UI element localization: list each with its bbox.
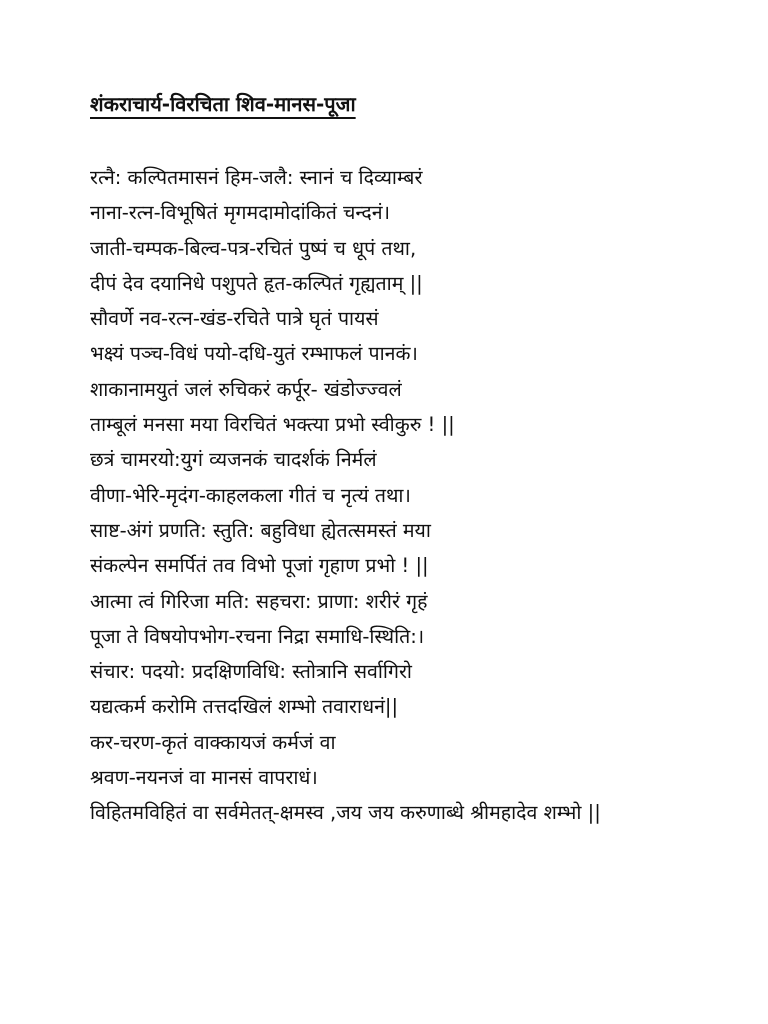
- verse-line: आत्मा त्वं गिरिजा मति: सहचरा: प्राणा: शरीरं गृहं: [90, 589, 428, 613]
- verse-line: भक्ष्यं पञ्च-विधं पयो-दधि-युतं रम्भाफलं पानकं।: [90, 342, 418, 366]
- verse-line: वीणा-भेरि-मृदंग-काहलकला गीतं च नृत्यं तथा।: [90, 483, 411, 507]
- verse-line: ताम्बूलं मनसा मया विरचितं भक्त्या प्रभो स्वीकुरु ! ||: [90, 413, 455, 437]
- verse-block: [90, 160, 750, 831]
- verse-line: दीपं देव दयानिधे पशुपते हृत-कल्पितं गृह्यताम् ||: [90, 271, 423, 295]
- verse-line: शाकानामयुतं जलं रुचिकरं कर्पूर- खंडोज्ज्वलं: [90, 377, 402, 401]
- verse-line: यद्यत्कर्म करोमि तत्तदखिलं शम्भो तवाराधनं||: [90, 695, 399, 719]
- verse-line: कर-चरण-कृतं वाक्कायजं कर्मजं वा: [90, 730, 336, 754]
- document-title: शंकराचार्य-विरचिता शिव-मानस-पूजा: [90, 92, 356, 116]
- verse-line: साष्ट-अंगं प्रणति: स्तुति: बहुविधा ह्येतत्समस्तं मया: [90, 518, 431, 542]
- verse-line: संकल्पेन समर्पितं तव विभो पूजां गृहाण प्रभो ! ||: [90, 554, 429, 578]
- verse-line: संचार: पदयो: प्रदक्षिणविधि: स्तोत्रानि सर्वागिरो: [90, 660, 412, 684]
- verse-line: पूजा ते विषयोपभोग-रचना निद्रा समाधि-स्थिति:।: [90, 624, 425, 648]
- verse-line: सौवर्णे नव-रत्न-खंड-रचिते पात्रे घृतं पायसं: [90, 307, 379, 331]
- verse-line: विहितमविहितं वा सर्वमेतत्-क्षमस्व ,जय जय करुणाब्धे श्रीमहादेव शम्भो ||: [90, 801, 601, 825]
- verse-line: जाती-चम्पक-बिल्व-पत्र-रचितं पुष्पं च धूपं तथा,: [90, 236, 417, 260]
- verse-line: श्रवण-नयनजं वा मानसं वापराधं।: [90, 766, 318, 790]
- verse-line: छत्रं चामरयो:युगं व्यजनकं चादर्शकं निर्मलं: [90, 448, 377, 472]
- verse-line: रत्नै: कल्पितमासनं हिम-जलै: स्नानं च दिव्याम्बरं: [90, 166, 423, 189]
- verse-line: नाना-रत्न-विभूषितं मृगमदामोदांकितं चन्दनं।: [90, 201, 390, 225]
